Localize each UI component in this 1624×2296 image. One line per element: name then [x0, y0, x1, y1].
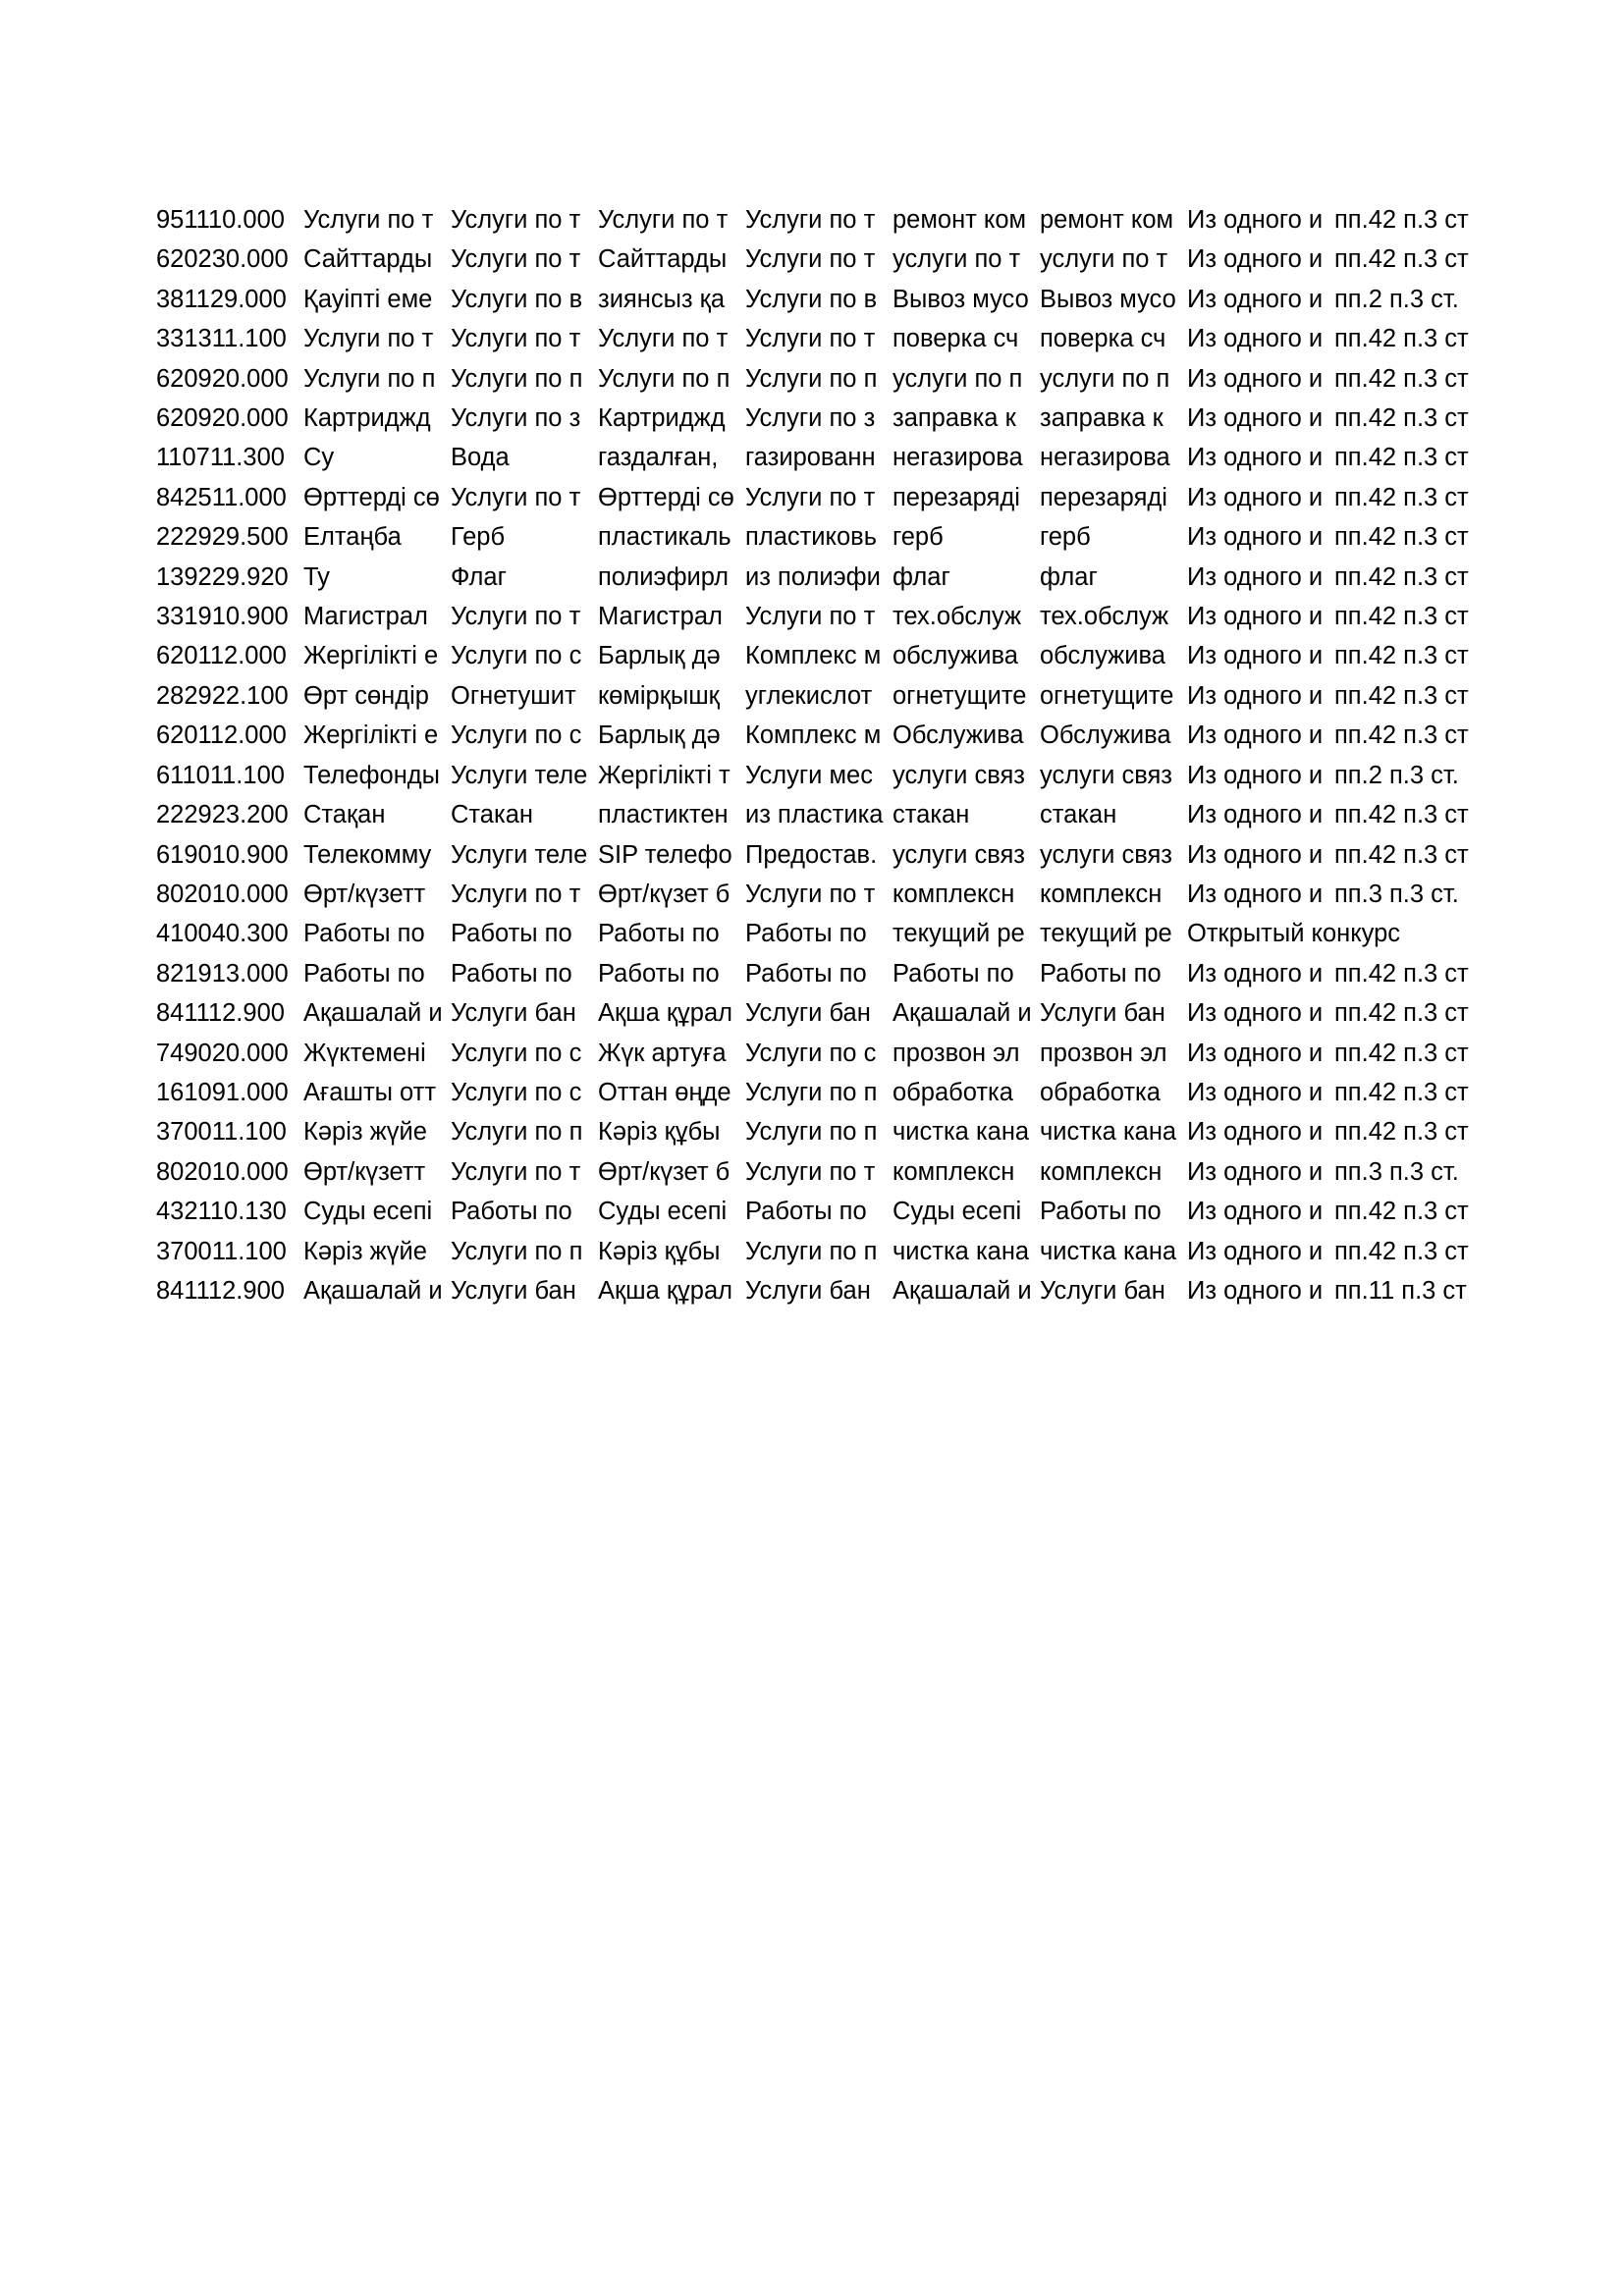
table-cell: Работы по [745, 920, 867, 948]
table-cell: 432110.130 [156, 1198, 287, 1226]
table-cell: 842511.000 [156, 483, 287, 511]
table-cell: 370011.100 [156, 1118, 287, 1147]
table-cell: Работы по [1040, 959, 1162, 988]
table-cell: Услуги по т [451, 245, 581, 274]
table-cell: 222923.200 [156, 801, 289, 829]
table-cell: Услуги по з [745, 404, 876, 433]
table-cell: тех.обслуж [1040, 603, 1169, 631]
table-cell: чистка кана [1040, 1237, 1177, 1265]
table-cell: Услуги по в [745, 285, 878, 313]
table-cell: 620230.000 [156, 245, 289, 274]
table-cell: флаг [1040, 562, 1098, 591]
table-cell: Стақан [303, 801, 386, 829]
table-cell: комплексн [893, 1157, 1015, 1186]
table-row [155, 1271, 1481, 1310]
table-cell: Услуги по п [745, 1237, 878, 1265]
table-cell: Услуги бан [745, 1276, 871, 1305]
table-cell: 161091.000 [156, 1078, 289, 1106]
table-cell: Услуги по т [303, 325, 434, 353]
table-cell: Услуги по п [451, 1237, 583, 1265]
spreadsheet-page [155, 200, 1473, 1310]
table-cell: Огнетушит [451, 681, 576, 710]
table-cell: прозвон эл [893, 1039, 1020, 1067]
table-row [155, 359, 1481, 399]
table-cell: 841112.900 [156, 999, 285, 1028]
table-cell: обработка [1040, 1078, 1161, 1106]
table-cell: Услуги бан [451, 1276, 576, 1305]
table-cell: Из одного и [1187, 444, 1324, 472]
table-cell: Из одного и [1187, 999, 1324, 1028]
table-cell: Кәріз құбы [598, 1237, 721, 1265]
table-cell: 331910.900 [156, 603, 289, 631]
table-cell: Из одного и [1187, 523, 1324, 552]
table-cell: Работы по [598, 920, 720, 948]
table-row [155, 875, 1481, 914]
table-cell: Обслужива [893, 721, 1024, 750]
table-cell: Работы по [745, 1198, 867, 1226]
table-cell: 282922.100 [156, 681, 289, 710]
table-cell: обслужива [1040, 642, 1165, 670]
table-cell: Суды есепі [893, 1198, 1022, 1226]
table-cell: 139229.920 [156, 562, 289, 591]
table-cell: Из одного и [1187, 1237, 1324, 1265]
table-cell: Барлық дә [598, 721, 721, 750]
table-cell: 620112.000 [156, 721, 287, 750]
table-cell: Услуги по т [745, 325, 876, 353]
table-cell: пп.42 п.3 ст [1334, 959, 1469, 988]
table-cell: Работы по [745, 959, 867, 988]
table-cell: Вывоз мусо [893, 285, 1029, 313]
table-cell: Елтаңба [303, 523, 402, 552]
table-cell: пп.42 п.3 ст [1334, 245, 1469, 274]
table-cell: Услуги по с [451, 721, 582, 750]
table-cell: Из одного и [1187, 642, 1324, 670]
table-cell: пп.42 п.3 ст [1334, 1039, 1469, 1067]
table-cell: Работы по [303, 920, 425, 948]
table-cell: пп.42 п.3 ст [1334, 840, 1469, 869]
table-cell: Из одного и [1187, 404, 1324, 433]
table-cell: пластикаль [598, 523, 731, 552]
table-cell: из пластика [745, 801, 884, 829]
table-cell: Обслужива [1040, 721, 1171, 750]
table-cell: 222929.500 [156, 523, 289, 552]
table-cell: 620112.000 [156, 642, 287, 670]
table-cell: Из одного и [1187, 483, 1324, 511]
table-cell: Из одного и [1187, 1078, 1324, 1106]
table-row [155, 795, 1481, 834]
table-cell: пп.42 п.3 ст [1334, 562, 1469, 591]
table-cell: обработка [893, 1078, 1013, 1106]
table-cell: 110711.300 [156, 444, 285, 472]
table-cell: газированн [745, 444, 876, 472]
table-cell: Жергілікті е [303, 642, 439, 670]
table-cell: пп.42 п.3 ст [1334, 1198, 1469, 1226]
table-cell: Услуги по з [451, 404, 581, 433]
table-cell: Услуги по т [451, 603, 581, 631]
table-cell: огнетущите [893, 681, 1027, 710]
table-cell: 620920.000 [156, 364, 289, 393]
table-cell: 821913.000 [156, 959, 289, 988]
table-cell: Работы по [598, 959, 720, 988]
table-cell: услуги по п [893, 364, 1023, 393]
table-cell: Работы по [451, 959, 572, 988]
table-cell: Услуги по т [451, 1157, 581, 1186]
table-cell: полиэфирл [598, 562, 729, 591]
table-cell: Услуги по с [451, 1078, 582, 1106]
table-cell: Вода [451, 444, 510, 472]
table-cell: пп.42 п.3 ст [1334, 603, 1469, 631]
table-cell: Өрт/күзет б [598, 1157, 731, 1186]
table-cell: Услуги по т [598, 206, 729, 234]
table-cell: Суды есепі [303, 1198, 433, 1226]
table-cell: комплексн [1040, 1157, 1163, 1186]
table-cell: Услуги по т [451, 880, 581, 908]
table-cell: Услуги по с [451, 642, 582, 670]
table-cell: перезаряді [1040, 483, 1167, 511]
table-cell: пп.42 п.3 ст [1334, 444, 1469, 472]
table-cell: огнетущите [1040, 681, 1174, 710]
table-cell: Услуги по т [451, 206, 581, 234]
table-cell: Работы по [451, 920, 572, 948]
table-cell: Ағашты отт [303, 1078, 437, 1106]
table-cell: Услуги по т [745, 1157, 876, 1186]
table-cell: чистка кана [893, 1118, 1030, 1147]
table-cell: Открытый конкурс [1187, 920, 1401, 948]
table-cell: Суды есепі [598, 1198, 728, 1226]
table-cell: Услуги бан [1040, 999, 1165, 1028]
table-cell: Услуги по т [745, 603, 876, 631]
table-cell: текущий ре [893, 920, 1025, 948]
table-cell: услуги по т [1040, 245, 1168, 274]
table-cell: Услуги по т [303, 206, 434, 234]
table-row [155, 1192, 1481, 1231]
table-row [155, 1232, 1481, 1271]
table-cell: Услуги бан [1040, 1276, 1165, 1305]
table-cell: поверка сч [1040, 325, 1166, 353]
table-cell: Кәріз жүйе [303, 1237, 427, 1265]
table-row [155, 914, 1481, 953]
table-cell: пп.2 п.3 ст. [1334, 761, 1459, 789]
table-cell: Услуги по т [745, 483, 876, 511]
table-cell: Услуги по п [745, 1078, 878, 1106]
table-cell: Услуги по с [745, 1039, 877, 1067]
table-cell: 802010.000 [156, 880, 289, 908]
table-cell: стакан [1040, 801, 1117, 829]
table-cell: Из одного и [1187, 603, 1324, 631]
table-cell: Из одного и [1187, 1198, 1324, 1226]
table-cell: Магистрал [598, 603, 723, 631]
table-row [155, 1073, 1481, 1112]
table-row [155, 1152, 1481, 1192]
table-cell: Ақашалай и [893, 999, 1032, 1028]
table-cell: пп.42 п.3 ст [1334, 801, 1469, 829]
table-cell: Услуги по в [451, 285, 583, 313]
table-cell: Вывоз мусо [1040, 285, 1176, 313]
table-row [155, 676, 1481, 716]
table-cell: Герб [451, 523, 506, 552]
table-cell: пп.42 п.3 ст [1334, 1078, 1469, 1106]
table-row [155, 993, 1481, 1033]
table-cell: Жүк артуға [598, 1039, 727, 1067]
table-cell: Из одного и [1187, 1039, 1324, 1067]
table-row [155, 200, 1481, 240]
table-cell: Из одного и [1187, 801, 1324, 829]
table-body [155, 200, 1481, 1310]
table-cell: комплексн [1040, 880, 1163, 908]
table-cell: Картриджд [303, 404, 431, 433]
table-row [155, 478, 1481, 517]
table-cell: Из одного и [1187, 840, 1324, 869]
table-cell: Работы по [451, 1198, 572, 1226]
table-cell: пп.11 п.3 ст [1334, 1276, 1467, 1305]
table-cell: пп.42 п.3 ст [1334, 1237, 1469, 1265]
table-row [155, 319, 1481, 358]
table-cell: көмірқышқ [598, 681, 720, 710]
table-cell: Жергілікті т [598, 761, 731, 789]
table-cell: Из одного и [1187, 325, 1324, 353]
table-cell: Ақша құрал [598, 999, 733, 1028]
table-cell: Өрт сөндір [303, 681, 429, 710]
table-cell: Из одного и [1187, 285, 1324, 313]
table-cell: Работы по [1040, 1198, 1162, 1226]
table-cell: Оттан өңде [598, 1078, 731, 1106]
table-cell: Предостав. [745, 840, 878, 869]
table-cell: стакан [893, 801, 970, 829]
table-cell: Услуги по п [745, 1118, 878, 1147]
data-table [155, 200, 1481, 1310]
table-cell: 802010.000 [156, 1157, 289, 1186]
table-cell: Жергілікті е [303, 721, 439, 750]
table-cell: герб [1040, 523, 1091, 552]
table-cell: 620920.000 [156, 404, 289, 433]
table-cell: Ақашалай и [303, 1276, 443, 1305]
table-cell: Картриджд [598, 404, 726, 433]
table-cell: пп.42 п.3 ст [1334, 523, 1469, 552]
table-cell: Ақашалай и [303, 999, 443, 1028]
table-cell: Услуги по т [451, 483, 581, 511]
table-row [155, 716, 1481, 755]
table-cell: чистка кана [1040, 1118, 1177, 1147]
table-cell: Кәріз жүйе [303, 1118, 427, 1147]
table-row [155, 1112, 1481, 1151]
table-cell: 331311.100 [156, 325, 287, 353]
table-cell: Работы по [303, 959, 425, 988]
table-cell: Услуги по п [303, 364, 436, 393]
table-cell: Услуги по п [745, 364, 878, 393]
table-cell: пп.42 п.3 ст [1334, 404, 1469, 433]
table-cell: ремонт ком [893, 206, 1027, 234]
table-cell: текущий ре [1040, 920, 1172, 948]
table-cell: услуги связ [893, 761, 1025, 789]
table-cell: перезаряді [893, 483, 1020, 511]
table-cell: пп.42 п.3 ст [1334, 642, 1469, 670]
table-cell: Услуги по т [745, 245, 876, 274]
table-row [155, 636, 1481, 675]
table-cell: Из одного и [1187, 1118, 1324, 1147]
table-cell: SIP телефо [598, 840, 732, 869]
table-cell: 381129.000 [156, 285, 287, 313]
table-cell: пластиктен [598, 801, 729, 829]
table-cell: пп.42 п.3 ст [1334, 1118, 1469, 1147]
table-cell: пп.42 п.3 ст [1334, 681, 1469, 710]
table-cell: пп.42 п.3 ст [1334, 206, 1469, 234]
table-cell: Услуги мес [745, 761, 873, 789]
table-cell: Услуги теле [451, 840, 588, 869]
table-cell: 370011.100 [156, 1237, 287, 1265]
table-cell: пп.2 п.3 ст. [1334, 285, 1459, 313]
table-cell: Өрт/күзетт [303, 1157, 426, 1186]
table-row [155, 399, 1481, 438]
table-row [155, 954, 1481, 993]
table-cell: Из одного и [1187, 721, 1324, 750]
table-cell: углекислот [745, 681, 873, 710]
table-cell: 619010.900 [156, 840, 289, 869]
table-cell: Комплекс м [745, 642, 882, 670]
table-cell: услуги по п [1040, 364, 1170, 393]
table-row [155, 558, 1481, 597]
table-cell: обслужива [893, 642, 1018, 670]
table-cell: Ту [303, 562, 330, 591]
table-cell: Қауіпті еме [303, 285, 433, 313]
table-cell: Ақша құрал [598, 1276, 733, 1305]
table-cell: Сайттарды [303, 245, 433, 274]
table-cell: Из одного и [1187, 206, 1324, 234]
table-cell: Магистрал [303, 603, 428, 631]
table-cell: Жүктемені [303, 1039, 426, 1067]
table-cell: ремонт ком [1040, 206, 1174, 234]
table-cell: Өрттерді сө [598, 483, 734, 511]
table-cell: Услуги по т [745, 206, 876, 234]
table-row [155, 1034, 1481, 1073]
table-cell: Из одного и [1187, 880, 1324, 908]
table-cell: услуги по т [893, 245, 1021, 274]
table-cell: пп.42 п.3 ст [1334, 721, 1469, 750]
table-row [155, 835, 1481, 875]
table-cell: Услуги по п [598, 364, 731, 393]
table-cell: Телефонды [303, 761, 440, 789]
table-cell: негазирова [1040, 444, 1170, 472]
table-cell: комплексн [893, 880, 1015, 908]
table-cell: услуги связ [1040, 761, 1172, 789]
table-cell: Из одного и [1187, 364, 1324, 393]
table-cell: чистка кана [893, 1237, 1030, 1265]
table-cell: 410040.300 [156, 920, 289, 948]
table-row [155, 438, 1481, 477]
table-cell: 951110.000 [156, 206, 285, 234]
table-cell: Из одного и [1187, 1276, 1324, 1305]
table-cell: Телекомму [303, 840, 432, 869]
table-cell: негазирова [893, 444, 1023, 472]
table-cell: Услуги по т [745, 880, 876, 908]
table-cell: пп.3 п.3 ст. [1334, 880, 1459, 908]
table-cell: заправка к [893, 404, 1016, 433]
table-cell: Работы по [893, 959, 1014, 988]
table-cell: пп.42 п.3 ст [1334, 999, 1469, 1028]
table-cell: Комплекс м [745, 721, 882, 750]
table-cell: пп.3 п.3 ст. [1334, 1157, 1459, 1186]
table-cell: Өрт/күзетт [303, 880, 426, 908]
table-cell: Өрттерді сө [303, 483, 440, 511]
table-cell: прозвон эл [1040, 1039, 1167, 1067]
table-cell: пп.42 п.3 ст [1334, 325, 1469, 353]
table-cell: Услуги бан [745, 999, 871, 1028]
table-cell: Из одного и [1187, 245, 1324, 274]
table-cell: Флаг [451, 562, 507, 591]
table-cell: Из одного и [1187, 1157, 1324, 1186]
table-row [155, 756, 1481, 795]
table-cell: услуги связ [1040, 840, 1172, 869]
table-cell: из полиэфи [745, 562, 881, 591]
table-cell: 611011.100 [156, 761, 285, 789]
table-cell: Ақашалай и [893, 1276, 1032, 1305]
table-cell: пп.42 п.3 ст [1334, 364, 1469, 393]
table-cell: Барлық дә [598, 642, 721, 670]
table-cell: герб [893, 523, 944, 552]
table-cell: зиянсыз қа [598, 285, 726, 313]
table-cell: Услуги по п [451, 1118, 583, 1147]
table-cell: Из одного и [1187, 959, 1324, 988]
table-cell: Услуги по с [451, 1039, 582, 1067]
table-cell: 749020.000 [156, 1039, 289, 1067]
table-cell: Услуги теле [451, 761, 588, 789]
table-cell: поверка сч [893, 325, 1019, 353]
table-cell: заправка к [1040, 404, 1164, 433]
table-cell: Из одного и [1187, 562, 1324, 591]
table-cell: Стакан [451, 801, 533, 829]
table-cell: Из одного и [1187, 681, 1324, 710]
table-row [155, 240, 1481, 279]
table-row [155, 597, 1481, 636]
table-cell: услуги связ [893, 840, 1025, 869]
table-cell: Су [303, 444, 335, 472]
table-row [155, 280, 1481, 319]
table-cell: Услуги по п [451, 364, 583, 393]
table-cell: флаг [893, 562, 950, 591]
table-cell: тех.обслуж [893, 603, 1022, 631]
table-cell: Сайттарды [598, 245, 728, 274]
table-cell: Услуги по т [598, 325, 729, 353]
table-cell: Өрт/күзет б [598, 880, 731, 908]
table-cell: газдалған, [598, 444, 719, 472]
table-cell: пп.42 п.3 ст [1334, 483, 1469, 511]
table-cell: Услуги по т [451, 325, 581, 353]
table-cell: Кәріз құбы [598, 1118, 721, 1147]
table-cell: Услуги бан [451, 999, 576, 1028]
table-cell: пластиковь [745, 523, 877, 552]
table-cell: 841112.900 [156, 1276, 285, 1305]
table-row [155, 517, 1481, 557]
table-cell: Из одного и [1187, 761, 1324, 789]
